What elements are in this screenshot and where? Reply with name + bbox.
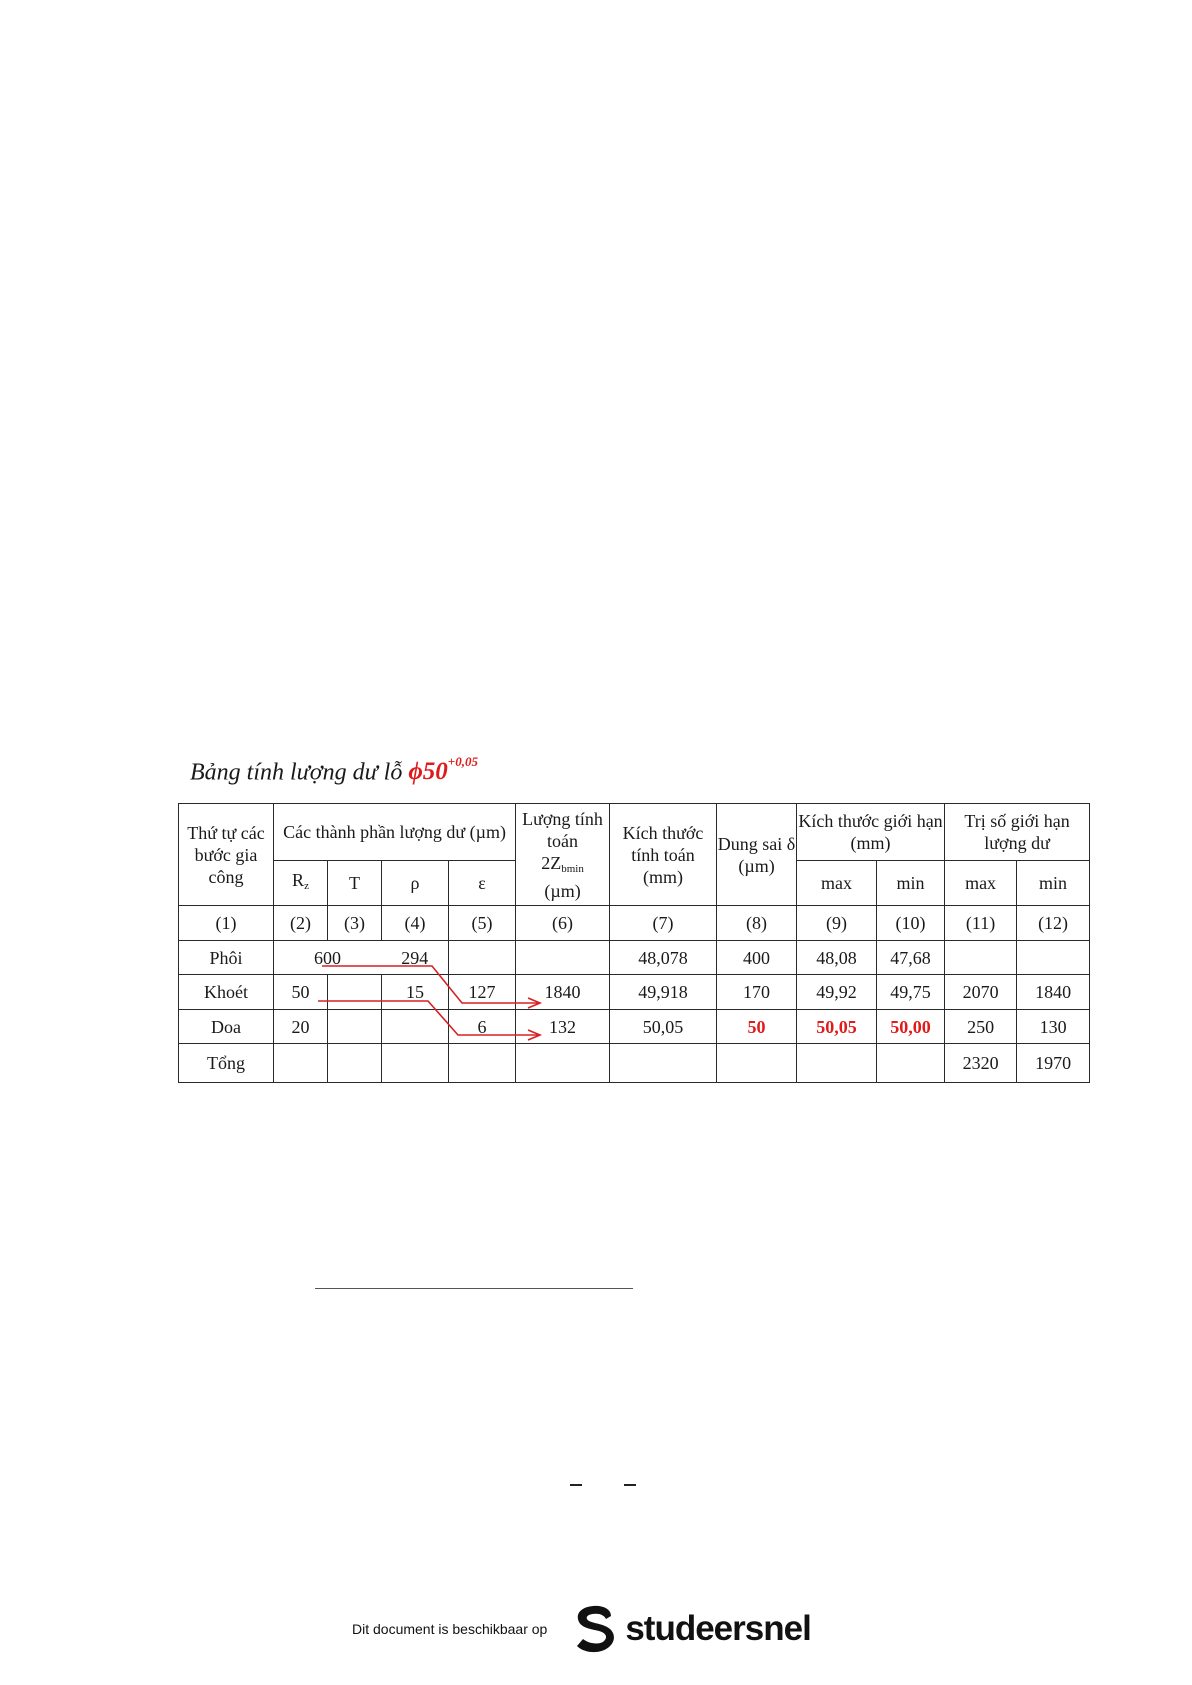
- subheader-allow-max: max: [945, 861, 1017, 906]
- cell-eps: 6: [449, 1010, 516, 1044]
- cell-calc-size: 48,078: [610, 941, 717, 975]
- cell-dmin: 47,68: [877, 941, 945, 975]
- col-number: (12): [1017, 906, 1090, 941]
- header-calc-size: Kích thước tính toán (mm): [610, 804, 717, 906]
- cell-dmax: 48,08: [797, 941, 877, 975]
- header-allowance-top: Lượng tính toán: [522, 808, 603, 851]
- cell-dmin: 50,00: [877, 1010, 945, 1044]
- header-limit-size: Kích thước giới hạn (mm): [797, 804, 945, 861]
- header-allowance-sub: bmin: [561, 862, 584, 875]
- cell-amin: 130: [1017, 1010, 1090, 1044]
- arrow-line-2: [318, 1001, 538, 1035]
- col-number: (2): [274, 906, 328, 941]
- subheader-t: T: [328, 861, 382, 906]
- col-number: (3): [328, 906, 382, 941]
- header-order: Thứ tự các bước gia công: [179, 804, 274, 906]
- header-allowance-z: 2Z: [541, 852, 562, 873]
- subheader-rz-z: z: [304, 880, 309, 892]
- cell-tolerance: 170: [717, 975, 797, 1010]
- dash-mark: [624, 1484, 636, 1486]
- cell-dmax: 49,92: [797, 975, 877, 1010]
- col-number: (11): [945, 906, 1017, 941]
- separator-line: [315, 1288, 633, 1289]
- cell-step: Doa: [179, 1010, 274, 1044]
- cell-tolerance: 400: [717, 941, 797, 975]
- col-number: (1): [179, 906, 274, 941]
- studeersnel-logo-icon[interactable]: [571, 1604, 617, 1654]
- footer-brand[interactable]: studeersnel: [625, 1609, 811, 1648]
- caption-dimension-value: ϕ50: [408, 758, 448, 786]
- cell-amax: 2070: [945, 975, 1017, 1010]
- cell-rz: 20: [274, 1010, 328, 1044]
- cell-rho: 15: [382, 975, 449, 1010]
- subheader-eps: ε: [449, 861, 516, 906]
- col-number: (8): [717, 906, 797, 941]
- subheader-size-min: min: [877, 861, 945, 906]
- cell-rz: 50: [274, 975, 328, 1010]
- subheader-rho: ρ: [382, 861, 449, 906]
- cell-calc-size: 49,918: [610, 975, 717, 1010]
- cell-rho: 294: [382, 941, 449, 975]
- cell-tolerance: 50: [717, 1010, 797, 1044]
- cell-calc-size: 50,05: [610, 1010, 717, 1044]
- cell-2z: 1840: [516, 975, 610, 1010]
- subheader-rz-r: R: [292, 870, 305, 890]
- header-allowance-unit: (µm): [544, 880, 581, 901]
- header-components: Các thành phần lượng dư (µm): [274, 804, 516, 861]
- cell-dmin: 49,75: [877, 975, 945, 1010]
- arrow-line-1: [322, 966, 538, 1003]
- footer-text: Dit document is beschikbaar op: [352, 1621, 548, 1637]
- col-number: (10): [877, 906, 945, 941]
- caption-text: Bảng tính lượng dư lỗ: [190, 759, 403, 786]
- dash-mark: [570, 1484, 582, 1486]
- cell-dmax: 50,05: [797, 1010, 877, 1044]
- caption-tolerance: +0,05: [447, 754, 478, 769]
- col-number: (4): [382, 906, 449, 941]
- cell-eps: 127: [449, 975, 516, 1010]
- col-number: (5): [449, 906, 516, 941]
- cell-amax: 250: [945, 1010, 1017, 1044]
- cell-amin: 1840: [1017, 975, 1090, 1010]
- cell-step: Tổng: [179, 1044, 274, 1083]
- cell-2z: 132: [516, 1010, 610, 1044]
- cell-amin: 1970: [1017, 1044, 1090, 1083]
- header-limit-allowance: Trị số giới hạn lượng dư: [945, 804, 1090, 861]
- cell-step: Phôi: [179, 941, 274, 975]
- header-tolerance: Dung sai δ (µm): [717, 804, 797, 906]
- subheader-size-max: max: [797, 861, 877, 906]
- subheader-allow-min: min: [1017, 861, 1090, 906]
- cell-rz: 600: [274, 941, 382, 975]
- footer: [352, 1600, 811, 1658]
- cell-amax: 2320: [945, 1044, 1017, 1083]
- col-number: (9): [797, 906, 877, 941]
- cell-step: Khoét: [179, 975, 274, 1010]
- col-number: (6): [516, 906, 610, 941]
- col-number: (7): [610, 906, 717, 941]
